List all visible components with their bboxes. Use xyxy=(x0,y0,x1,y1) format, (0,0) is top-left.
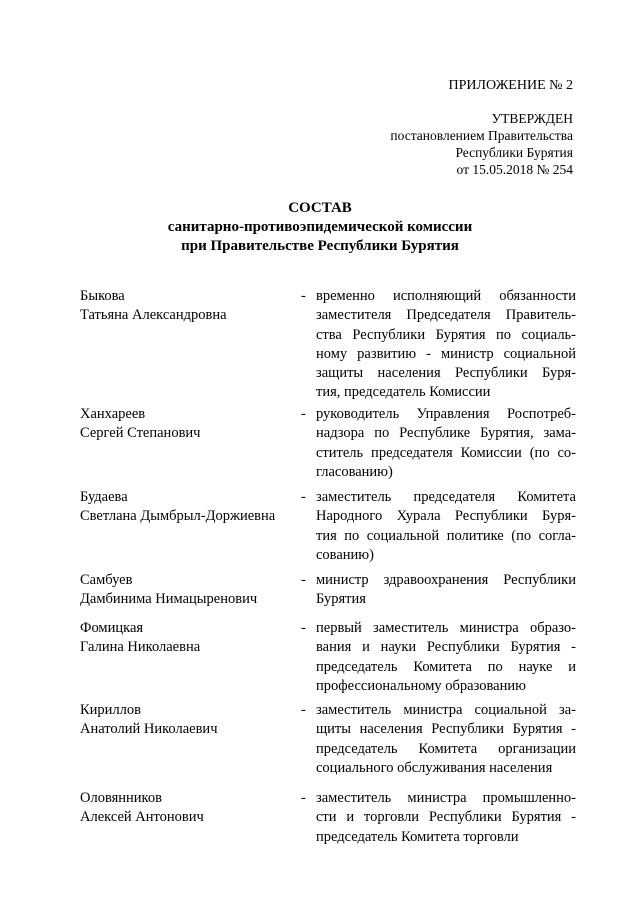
role-line: заместитель министра промышленно- xyxy=(316,790,576,806)
member-surname: Быкова xyxy=(80,288,125,304)
separator-dash: - xyxy=(301,790,306,806)
member-role xyxy=(316,789,576,847)
member-role xyxy=(316,619,576,696)
role-line: первый заместитель министра образо- xyxy=(316,620,576,636)
member-given-name: Татьяна Александровна xyxy=(80,307,227,323)
title-line-3: при Правительстве Республики Бурятия xyxy=(181,238,459,254)
role-line: председатель Комитета по науке и xyxy=(316,658,576,675)
member-name xyxy=(80,789,300,827)
approval-line: Республики Бурятия xyxy=(455,145,573,160)
member-role xyxy=(316,488,576,565)
member-name xyxy=(80,619,300,657)
member-role xyxy=(316,701,576,778)
role-line: председатель Комитета организации xyxy=(316,740,576,757)
approval-block xyxy=(390,110,573,178)
role-line: ному развитию - министр социальной xyxy=(316,345,576,362)
role-line: Бурятия xyxy=(316,591,366,608)
role-line: надзора по Республике Бурятия, зама- xyxy=(316,425,576,442)
role-line: руководитель Управления Роспотреб- xyxy=(316,406,576,422)
appendix-label: ПРИЛОЖЕНИЕ № 2 xyxy=(448,78,573,93)
approval-line: УТВЕРЖДЕН xyxy=(491,111,573,126)
member-surname: Самбуев xyxy=(80,572,133,588)
member-surname: Фомицкая xyxy=(80,620,144,636)
role-line: заместитель председателя Комитета xyxy=(316,489,576,505)
role-line: заместитель министра социальной за- xyxy=(316,702,576,718)
role-line: социального обслуживания населения xyxy=(316,759,553,776)
member-name xyxy=(80,287,300,325)
role-line: гласованию) xyxy=(316,463,393,480)
separator-dash: - xyxy=(301,702,306,718)
member-given-name: Дамбинима Нимацыренович xyxy=(80,591,258,607)
separator-dash: - xyxy=(301,620,306,636)
role-line: профессиональному образованию xyxy=(316,677,526,694)
member-name xyxy=(80,488,300,526)
separator-dash: - xyxy=(301,288,306,304)
role-line: заместителя Председателя Правитель- xyxy=(316,307,576,324)
member-surname: Будаева xyxy=(80,489,128,505)
document-title xyxy=(60,199,580,256)
title-line-1: СОСТАВ xyxy=(288,200,352,216)
separator-dash: - xyxy=(301,489,306,505)
separator-dash: - xyxy=(301,572,306,588)
member-surname: Оловянников xyxy=(80,790,162,806)
role-line: временно исполняющий обязанности xyxy=(316,288,576,304)
role-line: председатель Комитета торговли xyxy=(316,828,519,845)
member-role xyxy=(316,287,576,403)
role-line: сованию) xyxy=(316,546,374,563)
member-name xyxy=(80,571,300,609)
member-given-name: Анатолий Николаевич xyxy=(80,721,218,737)
title-line-2: санитарно-противоэпидемической комиссии xyxy=(167,219,473,235)
member-given-name: Галина Николаевна xyxy=(80,639,201,655)
role-line: министр здравоохранения Республики xyxy=(316,572,576,588)
member-name xyxy=(80,701,300,739)
member-surname: Ханхареев xyxy=(80,406,146,422)
approval-line: от 15.05.2018 № 254 xyxy=(456,162,573,177)
member-surname: Кириллов xyxy=(80,702,142,718)
separator-dash: - xyxy=(301,406,306,422)
member-given-name: Сергей Степанович xyxy=(80,425,201,441)
role-line: сти и торговли Республики Бурятия - xyxy=(316,809,576,826)
member-given-name: Светлана Дымбрыл-Доржиевна xyxy=(80,508,276,524)
role-line: вания и науки Республики Бурятия - xyxy=(316,639,576,656)
member-name xyxy=(80,405,300,443)
member-role xyxy=(316,571,576,610)
role-line: щиты населения Республики Бурятия - xyxy=(316,721,576,738)
role-line: тия, председатель Комиссии xyxy=(316,384,491,401)
member-role xyxy=(316,405,576,482)
role-line: тия по социальной политике (по согла- xyxy=(316,527,576,544)
member-given-name: Алексей Антонович xyxy=(80,809,204,825)
approval-line: постановлением Правительства xyxy=(390,128,573,143)
role-line: ства Республики Бурятия по социаль- xyxy=(316,326,576,343)
role-line: Народного Хурала Республики Буря- xyxy=(316,508,576,525)
role-line: защиты населения Республики Буря- xyxy=(316,365,576,382)
role-line: ститель председателя Комиссии (по со- xyxy=(316,444,576,461)
